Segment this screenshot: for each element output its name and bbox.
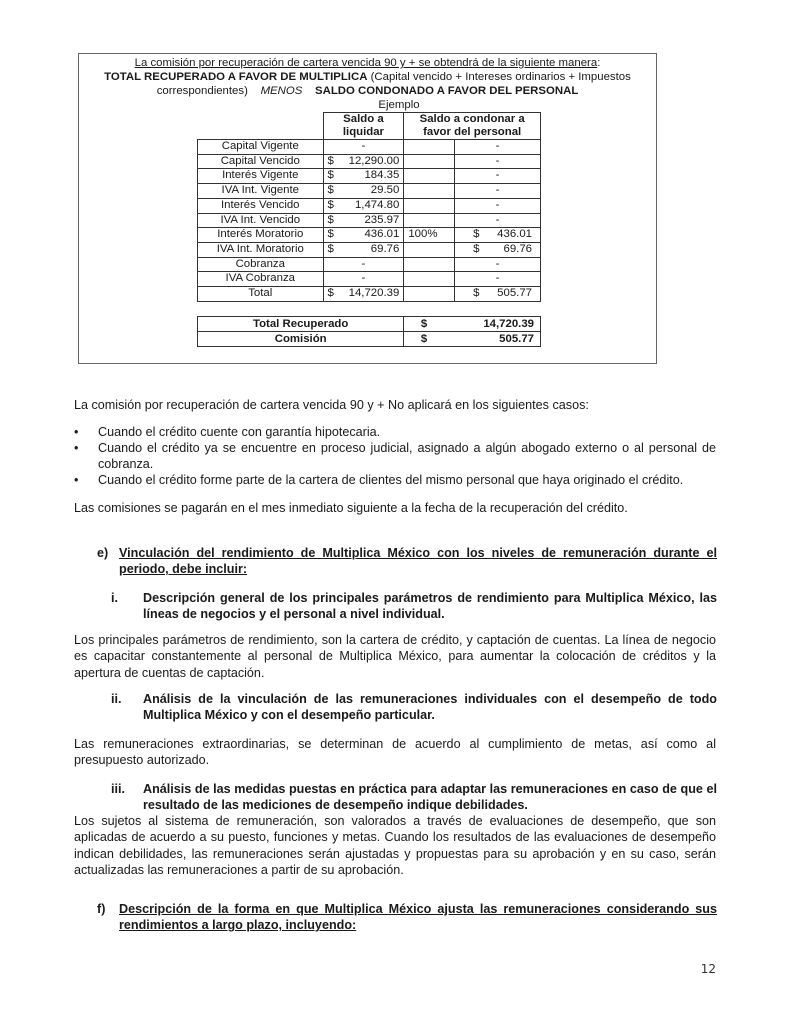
- row-percentage: [404, 169, 455, 184]
- commission-example-box: [78, 53, 657, 364]
- amount: -: [495, 169, 500, 182]
- amount: 29.50: [370, 184, 400, 197]
- currency-symbol: $: [327, 213, 334, 226]
- exception-bullet: [74, 424, 716, 440]
- formula-operator: MENOS: [260, 85, 303, 97]
- amount: -: [361, 140, 366, 152]
- section-f-heading: [97, 901, 717, 935]
- subsection-iii-body: Los sujetos al sistema de remuneración, son valorados a través de evaluaciones de desempeño, que son aplicadas de acuerdo a su puesto, funciones y metas. Cuando los resultados de las evaluaciones de desempeño indican debilidades, las remuneraciones serán ajustadas y propuestas para su aprobación y en su caso, serán actualizadas las remuneraciones a partir de su aprobación.: [74, 814, 716, 877]
- box-heading-colon: :: [597, 57, 601, 69]
- row-saldo-condonar: [455, 198, 541, 213]
- amount: -: [361, 272, 366, 285]
- example-table: [197, 112, 541, 302]
- money-value: [328, 228, 400, 242]
- example-table-row: [198, 169, 541, 184]
- money-value: [328, 184, 400, 198]
- currency-symbol: $: [327, 184, 334, 197]
- money-value: [328, 243, 400, 257]
- header-line: favor del personal: [423, 126, 522, 138]
- payment-note: Las comisiones se pagarán en el mes inmediato siguiente a la fecha de la recuperación del crédito.: [74, 501, 628, 515]
- amount: 436.01: [497, 228, 532, 241]
- money-value: [328, 169, 400, 183]
- currency-symbol: $: [327, 242, 334, 255]
- example-table-row: [198, 272, 541, 287]
- row-saldo-condonar: [455, 184, 541, 199]
- amount: 235.97: [364, 213, 400, 226]
- row-concept: [198, 169, 324, 184]
- summary-table: [197, 316, 541, 347]
- amount: -: [361, 257, 366, 270]
- row-percentage: [404, 272, 455, 287]
- formula-detail-end: correspondientes): [156, 85, 248, 97]
- money-value: [328, 199, 400, 213]
- currency-symbol: $: [327, 228, 334, 241]
- row-concept: [198, 242, 324, 257]
- row-saldo-liquidar: [323, 184, 404, 199]
- example-label: Ejemplo: [378, 99, 420, 111]
- concept-text: Capital Vencido: [220, 154, 300, 167]
- section-e-heading: [97, 545, 717, 579]
- example-table-header: [198, 113, 541, 140]
- row-percentage: [404, 228, 455, 243]
- concept-text: Interés Vigente: [222, 169, 299, 182]
- row-percentage: [404, 257, 455, 272]
- row-concept: [198, 198, 324, 213]
- currency-symbol: $: [327, 198, 334, 211]
- currency-symbol: $: [327, 169, 334, 182]
- percentage: 100%: [408, 228, 438, 241]
- section-title: Descripción de la forma en que Multiplica México ajusta las remuneraciones considerando sus rendimientos a largo plazo, incluyendo:: [119, 902, 717, 933]
- bullet-text: Cuando el crédito ya se encuentre en proceso judicial, asignado a algún abogado externo o al personal de cobranza.: [98, 441, 716, 472]
- concept-text: IVA Cobranza: [225, 272, 295, 285]
- summary-currency: $: [404, 317, 444, 332]
- row-concept: [198, 228, 324, 243]
- section-marker: f): [97, 902, 106, 916]
- row-saldo-condonar: [455, 228, 541, 243]
- amount: 14,720.39: [348, 287, 400, 300]
- summary-currency: $: [404, 332, 444, 347]
- money-value: [328, 155, 400, 169]
- money-value: [459, 243, 536, 257]
- row-percentage: [404, 213, 455, 228]
- money-value: [328, 287, 400, 301]
- example-table-row: [198, 198, 541, 213]
- example-table-row: [198, 287, 541, 302]
- currency-symbol: $: [327, 287, 334, 300]
- currency-symbol: $: [473, 228, 480, 241]
- amount: -: [495, 213, 500, 226]
- subsection-title: Análisis de la vinculación de las remuneraciones individuales con el desempeño de todo Multiplica México y con el desempeño particular.: [143, 692, 717, 723]
- row-saldo-condonar: [455, 169, 541, 184]
- concept-text: IVA Int. Vigente: [221, 184, 300, 197]
- bullet-icon: •: [74, 425, 79, 439]
- currency-symbol: $: [327, 154, 334, 167]
- row-concept: [198, 287, 324, 302]
- row-saldo-condonar: [455, 287, 541, 302]
- summary-label: Total Recuperado: [198, 317, 404, 332]
- subsection-marker: i.: [111, 591, 118, 605]
- formula-total-label: TOTAL RECUPERADO A FAVOR DE MULTIPLICA: [104, 71, 368, 83]
- row-saldo-liquidar: [323, 169, 404, 184]
- example-table-row: [198, 140, 541, 155]
- amount: 184.35: [364, 169, 400, 182]
- row-saldo-liquidar: [323, 257, 404, 272]
- row-saldo-liquidar: [323, 287, 404, 302]
- concept-text: Interés Moratorio: [217, 228, 304, 241]
- row-percentage: [404, 287, 455, 302]
- row-saldo-liquidar: [323, 242, 404, 257]
- page-number: 12: [700, 962, 716, 976]
- row-percentage: [404, 242, 455, 257]
- box-formula-line-2: [79, 84, 656, 98]
- row-percentage: [404, 184, 455, 199]
- row-saldo-liquidar: [323, 198, 404, 213]
- row-percentage: [404, 154, 455, 169]
- row-saldo-condonar: [455, 213, 541, 228]
- header-line: liquidar: [342, 126, 384, 138]
- example-table-row: [198, 213, 541, 228]
- exception-bullet: [74, 472, 716, 488]
- exception-bullet: [74, 440, 716, 473]
- subsection-ii-body: Las remuneraciones extraordinarias, se determinan de acuerdo al cumplimiento de metas, así como al presupuesto autorizado.: [74, 737, 716, 768]
- row-percentage: [404, 198, 455, 213]
- amount: -: [495, 198, 500, 211]
- subsection-title: Análisis de las medidas puestas en práctica para adaptar las remuneraciones en caso de que el resultado de las mediciones de desempeño indique debilidades.: [143, 782, 717, 813]
- concept-text: Total: [248, 287, 273, 300]
- section-title: Vinculación del rendimiento de Multiplica México con los niveles de remuneración durante el periodo, debe incluir:: [119, 546, 717, 577]
- header-saldo-condonar: [404, 113, 541, 140]
- box-formula-line: [79, 70, 656, 84]
- row-saldo-condonar: [455, 140, 541, 155]
- row-percentage: [404, 140, 455, 155]
- bullet-text: Cuando el crédito cuente con garantía hipotecaria.: [98, 425, 381, 439]
- row-concept: [198, 213, 324, 228]
- concept-text: Interés Vencido: [221, 198, 300, 211]
- row-saldo-condonar: [455, 272, 541, 287]
- amount: -: [495, 154, 500, 167]
- row-saldo-condonar: [455, 257, 541, 272]
- subsection-title: Descripción general de los principales parámetros de rendimiento para Multiplica México, las líneas de negocios y el personal a nivel individual.: [143, 591, 717, 622]
- subsection-ii-heading: [111, 691, 717, 725]
- amount: -: [495, 257, 500, 270]
- section-marker: e): [97, 546, 109, 560]
- subsection-marker: iii.: [111, 782, 125, 796]
- exceptions-intro: La comisión por recuperación de cartera vencida 90 y + No aplicará en los siguientes casos:: [74, 398, 589, 412]
- formula-condoned-label: SALDO CONDONADO A FAVOR DEL PERSONAL: [315, 85, 579, 97]
- subsection-marker: ii.: [111, 692, 122, 706]
- row-concept: [198, 154, 324, 169]
- row-saldo-liquidar: [323, 213, 404, 228]
- row-concept: [198, 140, 324, 155]
- box-heading: [79, 56, 656, 70]
- example-table-row: [198, 184, 541, 199]
- row-saldo-liquidar: [323, 154, 404, 169]
- row-concept: [198, 272, 324, 287]
- row-concept: [198, 184, 324, 199]
- bullet-icon: •: [74, 441, 79, 455]
- amount: 1,474.80: [354, 198, 400, 211]
- currency-symbol: $: [473, 287, 480, 300]
- concept-text: IVA Int. Vencido: [220, 213, 301, 226]
- example-table-row: [198, 242, 541, 257]
- formula-detail: (Capital vencido + Intereses ordinarios + Impuestos: [367, 71, 631, 83]
- summary-amount: 505.77: [444, 332, 541, 347]
- subsection-i-body: Los principales parámetros de rendimiento, son la cartera de crédito, y captación de cuentas. La línea de negocio es capacitar constantemente al personal de Multiplica México, para aumentar la colocación de créditos y la apertura de cuentas de captación.: [74, 633, 716, 680]
- amount: 69.76: [370, 242, 400, 255]
- subsection-iii-heading: [111, 781, 717, 815]
- amount: -: [495, 272, 500, 285]
- row-saldo-condonar: [455, 242, 541, 257]
- header-saldo-liquidar: [323, 113, 404, 140]
- amount: -: [495, 184, 500, 197]
- amount: 505.77: [497, 287, 532, 300]
- row-saldo-condonar: [455, 154, 541, 169]
- bullet-text: Cuando el crédito forme parte de la cartera de clientes del mismo personal que haya originado el crédito.: [98, 473, 684, 487]
- concept-text: IVA Int. Moratorio: [216, 242, 304, 255]
- summary-amount: 14,720.39: [444, 317, 541, 332]
- bullet-icon: •: [74, 473, 79, 487]
- money-value: [328, 214, 400, 228]
- summary-label: Comisión: [198, 332, 404, 347]
- amount: -: [495, 140, 500, 152]
- example-table-row: [198, 154, 541, 169]
- header-blank: [198, 113, 324, 140]
- currency-symbol: $: [473, 242, 480, 255]
- row-concept: [198, 257, 324, 272]
- header-line: Saldo a condonar a: [419, 113, 525, 125]
- box-heading-text: La comisión por recuperación de cartera vencida 90 y + se obtendrá de la siguiente manera: [134, 57, 598, 69]
- money-value: [459, 228, 536, 242]
- summary-row-comision: [198, 332, 541, 347]
- amount: 12,290.00: [348, 154, 400, 167]
- amount: 69.76: [503, 242, 532, 255]
- amount: 436.01: [364, 228, 400, 241]
- summary-row-total-recuperado: [198, 317, 541, 332]
- concept-text: Capital Vigente: [221, 140, 299, 152]
- header-line: Saldo a: [343, 113, 384, 125]
- subsection-i-heading: [111, 590, 717, 624]
- example-table-row: [198, 228, 541, 243]
- money-value: [459, 287, 536, 301]
- row-saldo-liquidar: [323, 228, 404, 243]
- concept-text: Cobranza: [235, 257, 285, 270]
- row-saldo-liquidar: [323, 140, 404, 155]
- example-table-row: [198, 257, 541, 272]
- row-saldo-liquidar: [323, 272, 404, 287]
